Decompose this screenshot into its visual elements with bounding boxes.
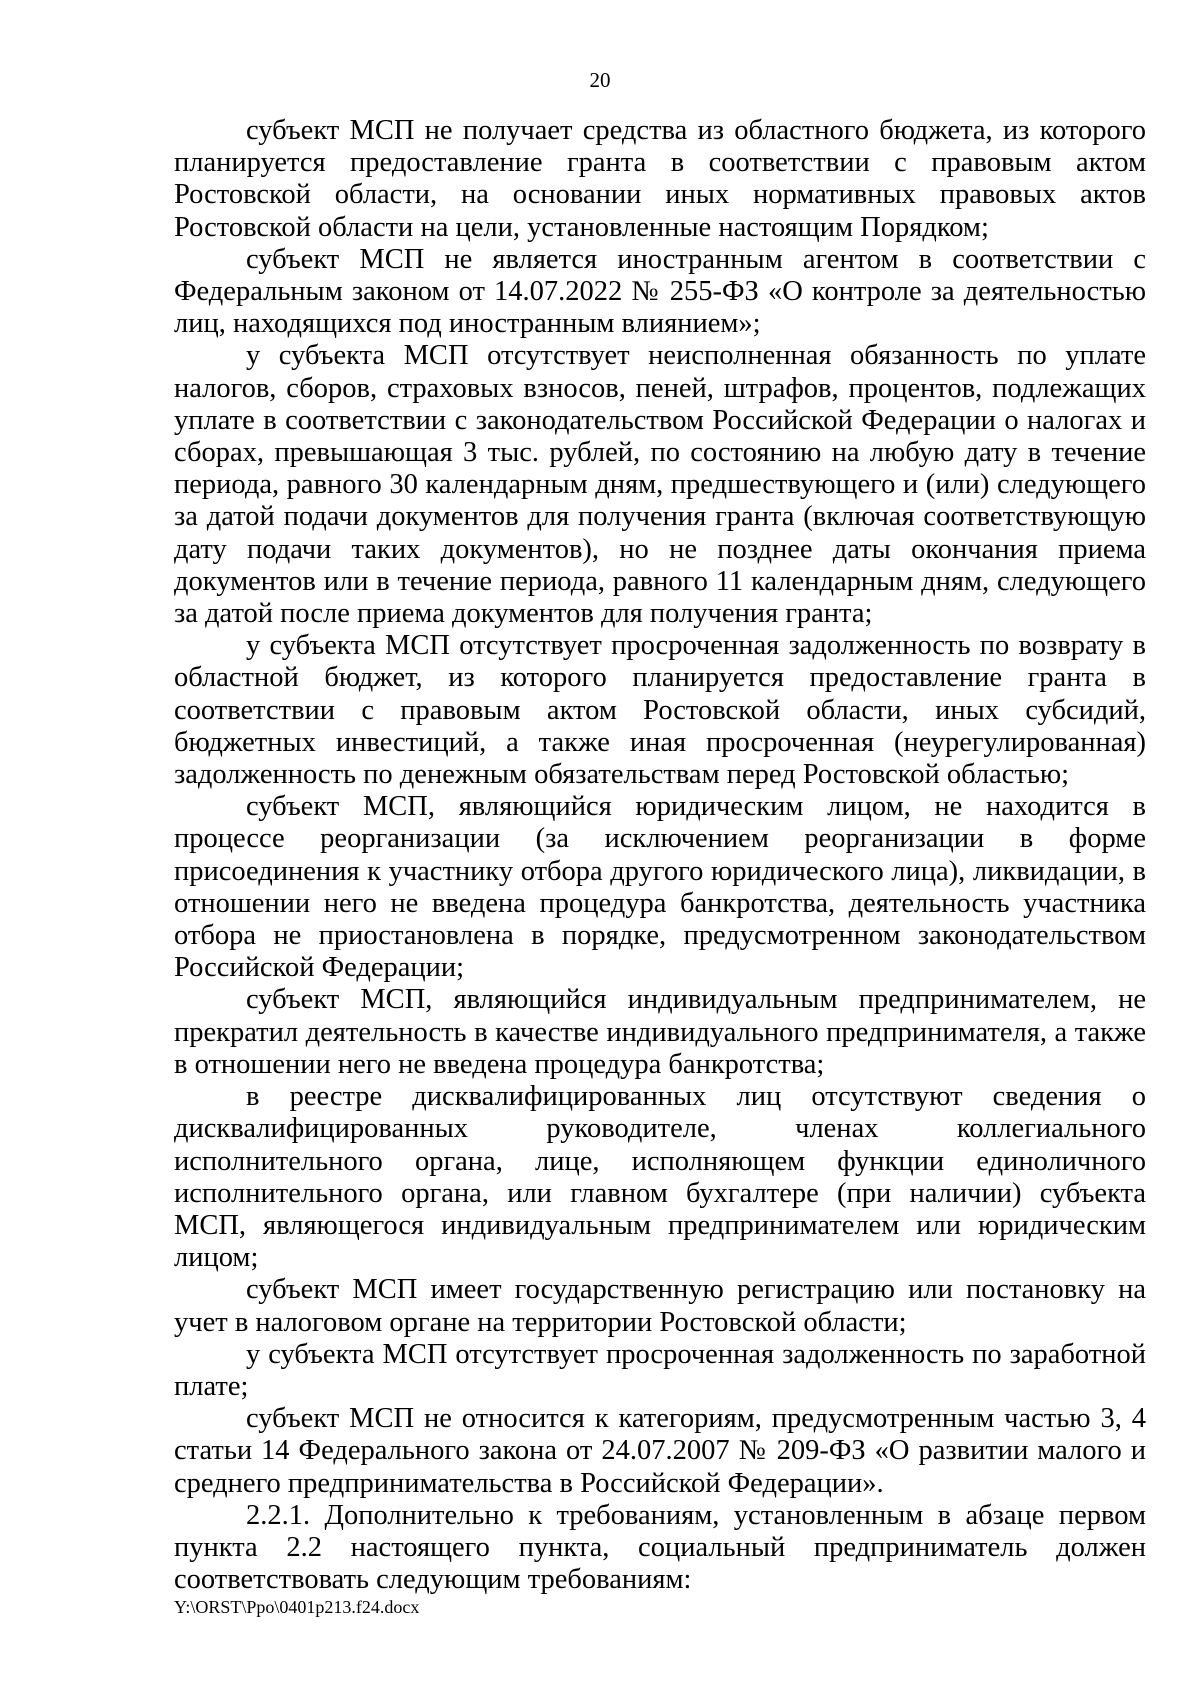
paragraph-entrepreneur-status: субъект МСП, являющийся индивидуальным предпринимателем, не прекратил деятельность в качестве индивидуального предпринимателя, а также в отношении него не введена процедура банкротства; (174, 984, 1146, 1080)
paragraph-wage-arrears: у субъекта МСП отсутствует просроченная задолженность по заработной плате; (174, 1338, 1146, 1402)
document-body (174, 115, 1146, 1596)
paragraph-budget-debt: у субъекта МСП отсутствует просроченная задолженность по возврату в областной бюджет, из которого планируется предоставление гранта в соответствии с правовым актом Ростовской области, иных субсидий, бюджетных инвестиций, а также иная просроченная (неурегулированная) задолженность по денежным обязательствам перед Ростовской областью; (174, 630, 1146, 791)
page-number: 20 (589, 68, 611, 92)
paragraph-tax-debt: у субъекта МСП отсутствует неисполненная обязанность по уплате налогов, сборов, страховых взносов, пеней, штрафов, процентов, подлежащих уплате в соответствии с законодательством Российской Федерации о налогах и сборах, превышающая 3 тыс. рублей, по состоянию на любую дату в течение периода, равного 30 календарным дням, предшествующего и (или) следующего за датой подачи документов для получения гранта (включая соответствующую дату подачи таких документов), но не позднее даты окончания приема документов или в течение периода, равного 11 календарным дням, следующего за датой после приема документов для получения гранта; (174, 340, 1146, 630)
paragraph-legal-entity-status: субъект МСП, являющийся юридическим лицом, не находится в процессе реорганизации (за исключением реорганизации в форме присоединения к участнику отбора другого юридического лица), ликвидации, в отношении него не введена процедура банкротства, деятельность участника отбора не приостановлена в порядке, предусмотренном законодательством Российской Федерации; (174, 791, 1146, 984)
paragraph-foreign-agent: субъект МСП не является иностранным агентом в соответствии с Федеральным законом от 14.07.2022 № 255-ФЗ «О контроле за деятельностью лиц, находящихся под иностранным влиянием»; (174, 243, 1146, 340)
footer-file-path: Y:\ORST\Ppo\0401p213.f24.docx (174, 1597, 420, 1617)
paragraph-disqualified-registry: в реестре дисквалифицированных лиц отсутствуют сведения о дисквалифицированных руководителе, членах коллегиального исполнительного органа, лице, исполняющем функции единоличного исполнительного органа, или главном бухгалтере (при наличии) субъекта МСП, являющегося индивидуальным предпринимателем или юридическим лицом; (174, 1081, 1146, 1274)
paragraph-social-entrepreneur: 2.2.1. Дополнительно к требованиям, установленным в абзаце первом пункта 2.2 настоящего пункта, социальный предприниматель должен соответствовать следующим требованиям: (174, 1499, 1146, 1596)
paragraph-subsidy-source: субъект МСП не получает средства из областного бюджета, из которого планируется предоставление гранта в соответствии с правовым актом Ростовской области, на основании иных нормативных правовых актов Ростовской области на цели, установленные настоящим Порядком; (174, 115, 1146, 243)
paragraph-registration: субъект МСП имеет государственную регистрацию или постановку на учет в налоговом органе на территории Ростовской области; (174, 1274, 1146, 1338)
paragraph-excluded-categories: субъект МСП не относится к категориям, предусмотренным частью 3, 4 статьи 14 Федерального закона от 24.07.2007 № 209-ФЗ «О развитии малого и среднего предпринимательства в Российской Федерации». (174, 1403, 1146, 1499)
